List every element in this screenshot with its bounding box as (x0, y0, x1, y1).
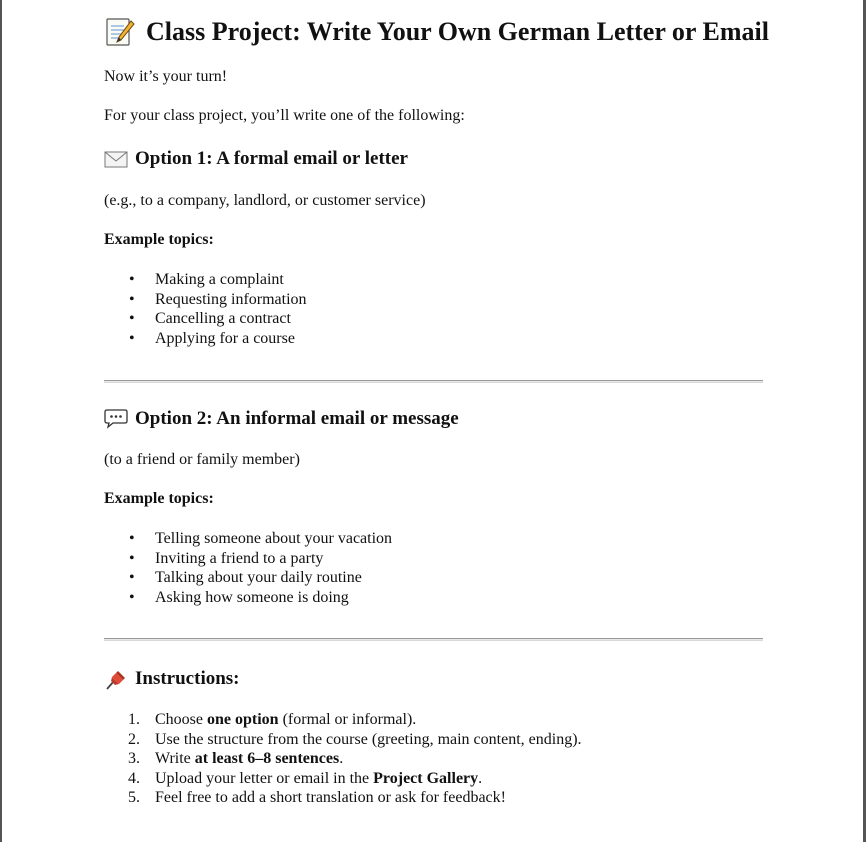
pushpin-icon (104, 669, 128, 689)
option1-topics-list (104, 270, 307, 348)
list-item: 1. Choose one option (formal or informal). (128, 711, 417, 728)
instructions-list (104, 710, 582, 808)
option2-topics-list (104, 529, 392, 607)
option1-note: (e.g., to a company, landlord, or customer service) (104, 192, 426, 209)
option2-topics-label: Example topics: (104, 490, 214, 507)
intro-line-2: For your class project, you’ll write one of the following: (104, 107, 465, 124)
list-item: 4. Upload your letter or email in the Project Gallery. (128, 769, 483, 787)
page-title (104, 16, 769, 48)
speech-bubble-icon (104, 409, 128, 429)
option1-topics-label: Example topics: (104, 231, 214, 248)
list-item: 2. Use the structure from the course (greeting, main content, ending). (128, 730, 582, 748)
option2-heading (104, 408, 459, 430)
option1-heading-text: Option 1: A formal email or letter (135, 148, 408, 169)
list-item: • Applying for a course (104, 329, 307, 349)
option2-heading-text: Option 2: An informal email or message (135, 408, 459, 429)
memo-icon (104, 16, 136, 48)
list-item: 5. Feel free to add a short translation or ask for feedback! (128, 789, 506, 806)
page-border-left (0, 0, 2, 842)
list-item: • Asking how someone is doing (104, 588, 392, 608)
option1-heading (104, 148, 408, 170)
instructions-heading (104, 668, 240, 690)
option2-note: (to a friend or family member) (104, 451, 300, 468)
list-item: • Requesting information (104, 290, 307, 310)
section-divider (104, 380, 763, 383)
list-item: 3. Write at least 6–8 sentences. (128, 750, 344, 767)
list-item: • Telling someone about your vacation (104, 529, 392, 549)
intro-line-1: Now it’s your turn! (104, 68, 228, 85)
page-title-text: Class Project: Write Your Own German Letter or Email (146, 17, 769, 46)
instructions-heading-text: Instructions: (135, 668, 240, 689)
list-item: • Talking about your daily routine (104, 568, 392, 588)
section-divider (104, 638, 763, 641)
list-item: • Making a complaint (104, 270, 307, 290)
list-item: • Cancelling a contract (104, 309, 307, 329)
envelope-icon (104, 149, 128, 169)
list-item: • Inviting a friend to a party (104, 549, 392, 569)
